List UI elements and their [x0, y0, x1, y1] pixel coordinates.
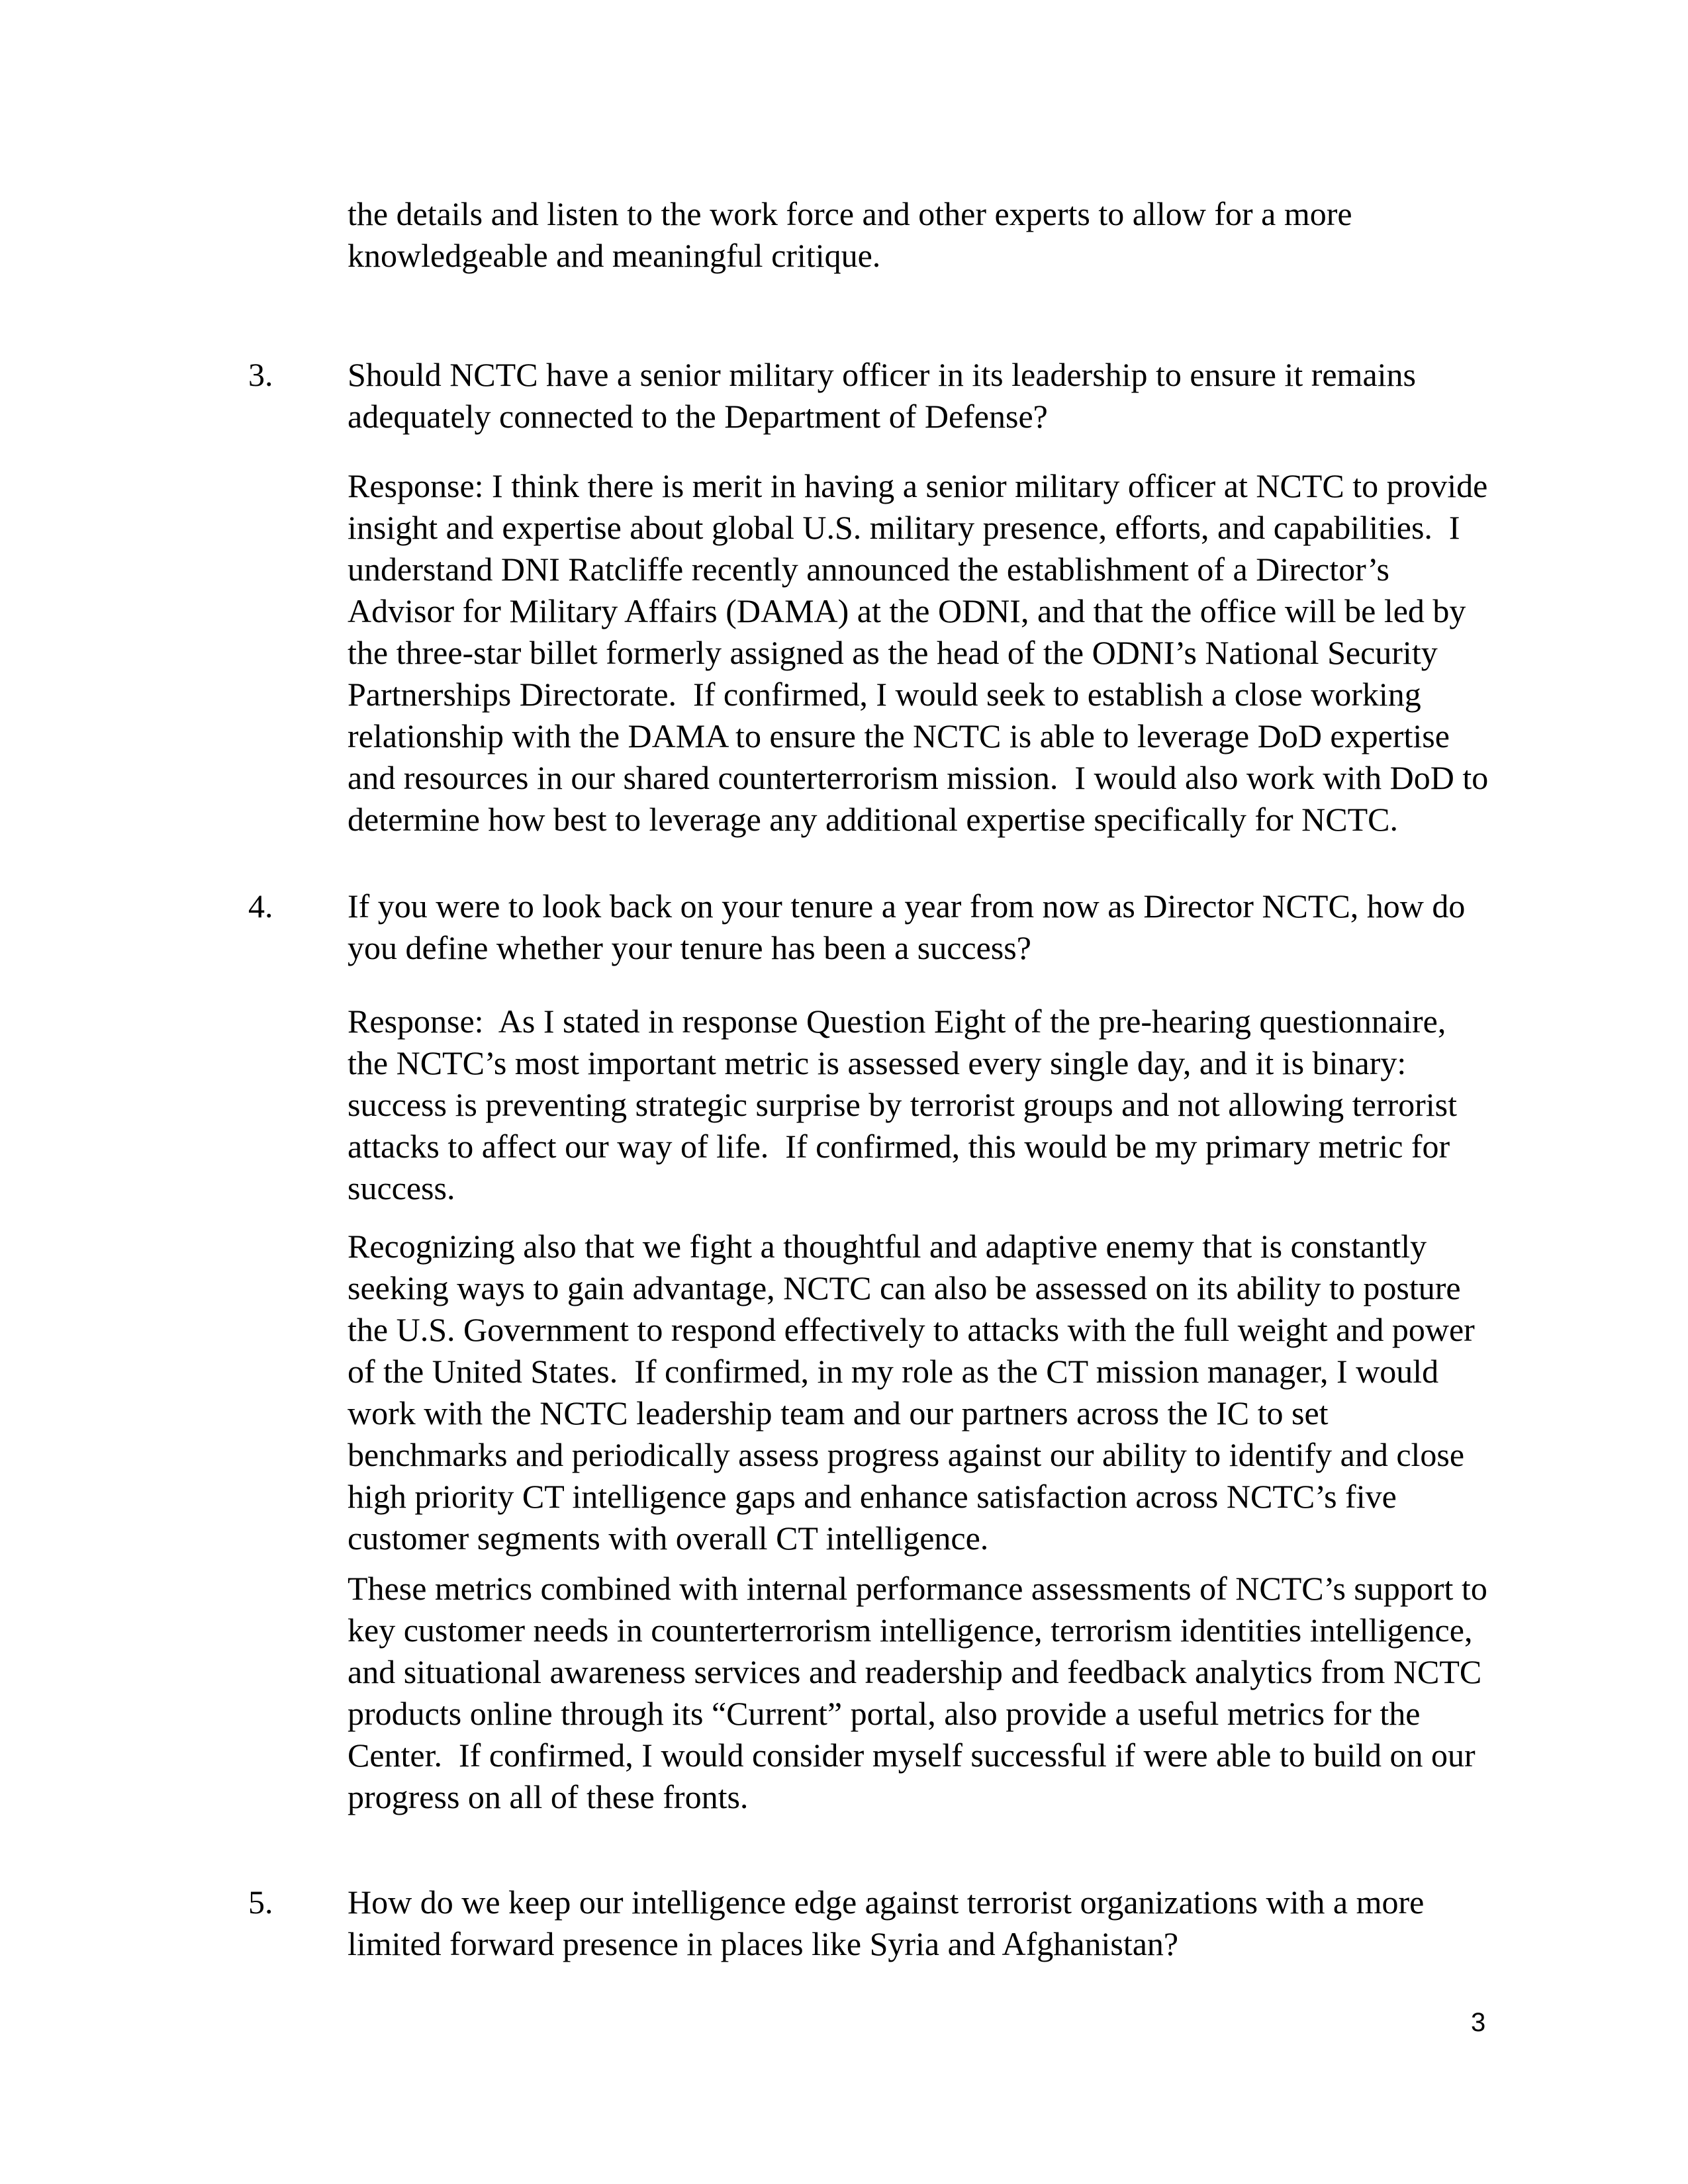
- text-line: seeking ways to gain advantage, NCTC can also be assessed on its ability to posture: [348, 1269, 1461, 1306]
- text-line: insight and expertise about global U.S. military presence, efforts, and capabilities. I: [348, 509, 1460, 546]
- text-line: products online through its “Current” portal, also provide a useful metrics for the: [348, 1695, 1421, 1732]
- text-line: and situational awareness services and readership and feedback analytics from NCTC: [348, 1653, 1482, 1690]
- question-number: 3.: [248, 356, 273, 393]
- text-line: Response: As I stated in response Question Eight of the pre-hearing questionnaire,: [348, 1003, 1446, 1040]
- page-number: 3: [1471, 2008, 1486, 2037]
- text-line: of the United States. If confirmed, in my role as the CT mission manager, I would: [348, 1353, 1439, 1390]
- text-line: How do we keep our intelligence edge against terrorist organizations with a more: [348, 1884, 1425, 1921]
- text-line: limited forward presence in places like Syria and Afghanistan?: [348, 1925, 1179, 1962]
- text-line: Center. If confirmed, I would consider myself successful if were able to build on our: [348, 1737, 1476, 1774]
- text-line: customer segments with overall CT intelligence.: [348, 1520, 989, 1557]
- text-line: Response: I think there is merit in having a senior military officer at NCTC to provide: [348, 467, 1488, 504]
- text-line: determine how best to leverage any additional expertise specifically for NCTC.: [348, 801, 1398, 838]
- question-number: 4.: [248, 887, 273, 925]
- text-line: adequately connected to the Department of Defense?: [348, 398, 1048, 435]
- response-paragraph-q3: [348, 465, 1488, 841]
- question-text: [348, 1882, 1424, 1965]
- question-text: [348, 354, 1416, 437]
- text-line: success is preventing strategic surprise by terrorist groups and not allowing terrorist: [348, 1086, 1458, 1123]
- text-line: Should NCTC have a senior military officer in its leadership to ensure it remains: [348, 356, 1416, 393]
- text-line: success.: [348, 1169, 455, 1206]
- text-line: understand DNI Ratcliffe recently announced the establishment of a Director’s: [348, 551, 1389, 588]
- question-text: [348, 886, 1465, 969]
- intro-paragraph: [348, 193, 1352, 277]
- text-line: knowledgeable and meaningful critique.: [348, 237, 881, 274]
- question-number: 5.: [248, 1884, 273, 1921]
- text-line: the U.S. Government to respond effectively to attacks with the full weight and power: [348, 1311, 1475, 1348]
- text-line: benchmarks and periodically assess progress against our ability to identify and close: [348, 1436, 1465, 1473]
- text-line: you define whether your tenure has been a success?: [348, 929, 1031, 966]
- text-line: Partnerships Directorate. If confirmed, I would seek to establish a close working: [348, 676, 1421, 713]
- text-line: Recognizing also that we fight a thoughtful and adaptive enemy that is constantly: [348, 1228, 1427, 1265]
- text-line: work with the NCTC leadership team and our partners across the IC to set: [348, 1394, 1329, 1432]
- question-item-3: [248, 354, 1416, 437]
- text-line: and resources in our shared counterterrorism mission. I would also work with DoD to: [348, 759, 1489, 796]
- text-line: relationship with the DAMA to ensure the NCTC is able to leverage DoD expertise: [348, 717, 1450, 754]
- text-line: the three-star billet formerly assigned as the head of the ODNI’s National Security: [348, 634, 1438, 671]
- text-line: key customer needs in counterterrorism intelligence, terrorism identities intelligence,: [348, 1612, 1473, 1649]
- response-paragraph-q4-2: [348, 1226, 1475, 1559]
- text-line: the NCTC’s most important metric is assessed every single day, and it is binary:: [348, 1044, 1407, 1081]
- text-line: These metrics combined with internal performance assessments of NCTC’s support to: [348, 1570, 1487, 1607]
- text-line: attacks to affect our way of life. If confirmed, this would be my primary metric for: [348, 1128, 1450, 1165]
- question-item-4: [248, 886, 1465, 969]
- text-line: Advisor for Military Affairs (DAMA) at the ODNI, and that the office will be led by: [348, 592, 1466, 629]
- question-item-5: [248, 1882, 1424, 1965]
- response-paragraph-q4-1: [348, 1001, 1457, 1209]
- response-paragraph-q4-3: [348, 1568, 1487, 1818]
- text-line: the details and listen to the work force and other experts to allow for a more: [348, 195, 1352, 232]
- text-line: If you were to look back on your tenure a year from now as Director NCTC, how do: [348, 887, 1466, 925]
- text-line: progress on all of these fronts.: [348, 1778, 749, 1815]
- text-line: high priority CT intelligence gaps and enhance satisfaction across NCTC’s five: [348, 1478, 1397, 1515]
